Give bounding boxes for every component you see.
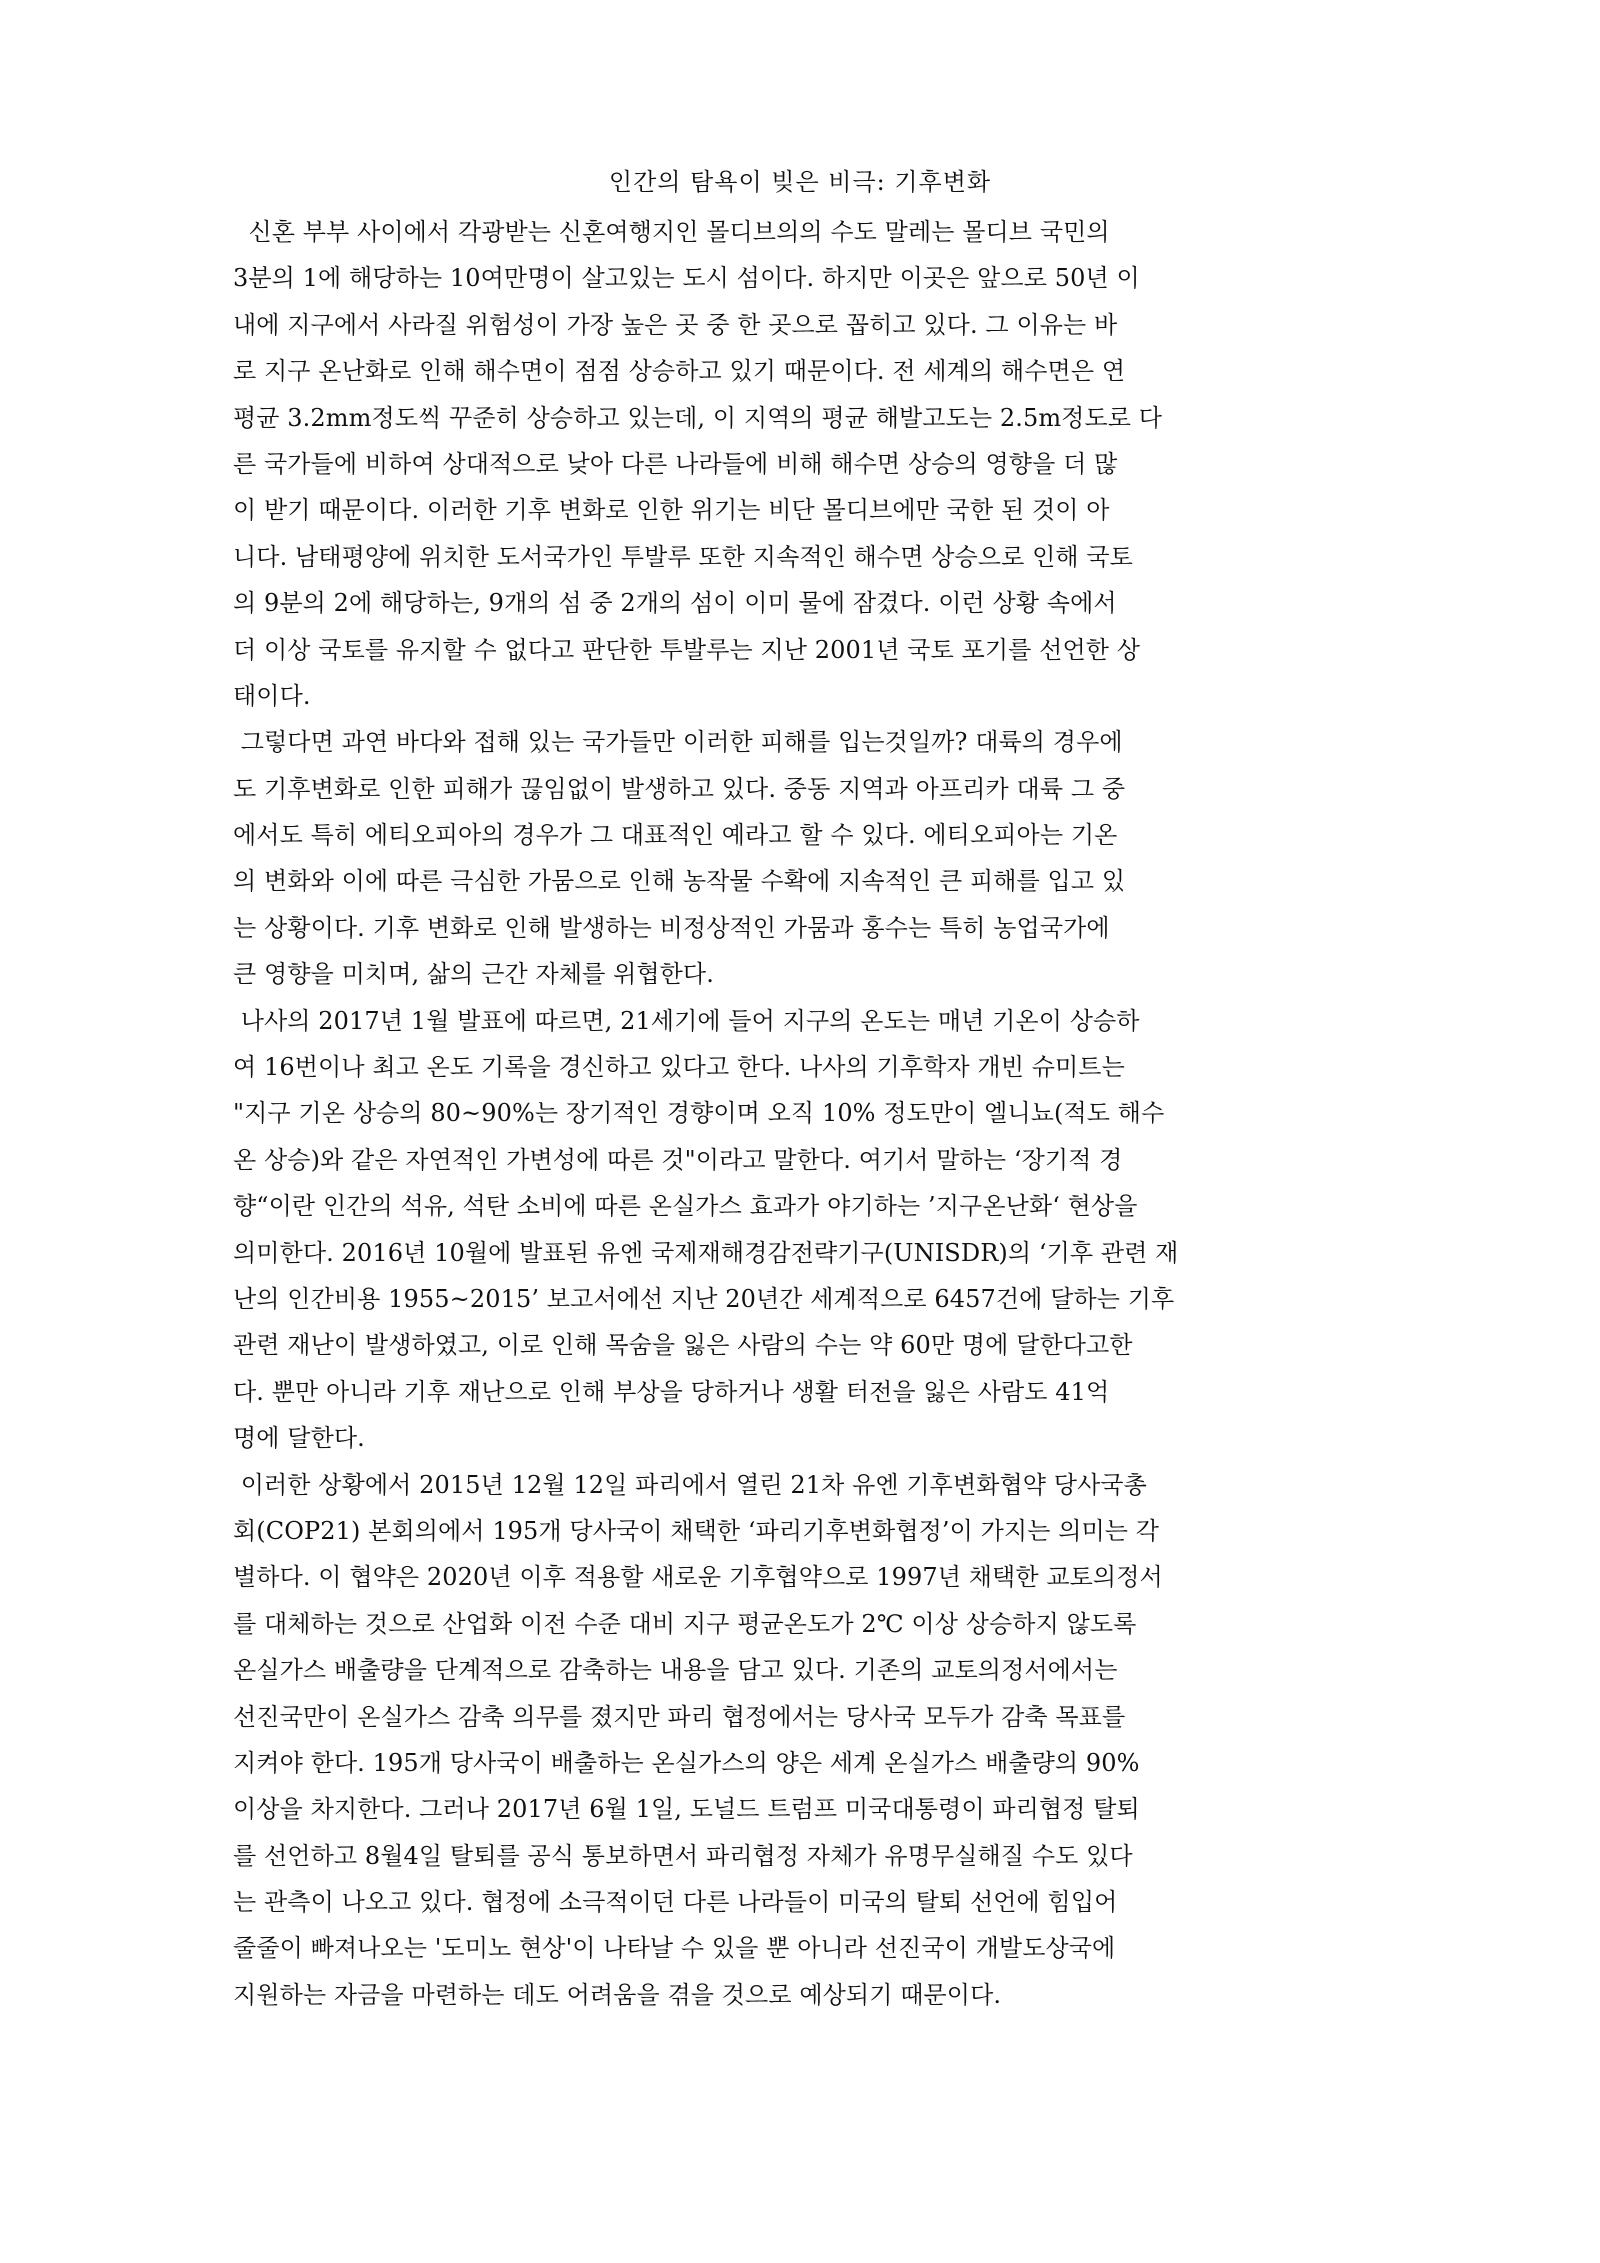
text-line: 신혼 부부 사이에서 각광받는 신혼여행지인 몰디브의의 수도 말레는 몰디브 국민의 (233, 218, 1110, 246)
text-line: 는 관측이 나오고 있다. 협정에 소극적이던 다른 나라들이 미국의 탈퇴 선언에 힘입어 (233, 1888, 1118, 1917)
text-line: 큰 영향을 미치며, 삶의 근간 자체를 위협한다. (233, 960, 714, 989)
text-line: 의 9분의 2에 해당하는, 9개의 섬 중 2개의 섬이 이미 물에 잠겼다. 이런 상황 속에서 (233, 589, 1117, 618)
paragraph-3 (233, 998, 1533, 1462)
text-line: 온 상승)와 같은 자연적인 가변성에 따른 것"이라고 말한다. 여기서 말하는 ‘장기적 경 (233, 1145, 1123, 1174)
text-line: 여 16번이나 최고 온도 기록을 경신하고 있다고 한다. 나사의 기후학자 개빈 슈미트는 (233, 1053, 1125, 1082)
text-line: 내에 지구에서 사라질 위험성이 가장 높은 곳 중 한 곳으로 꼽히고 있다. 그 이유는 바 (233, 310, 1118, 339)
text-line: 3분의 1에 해당하는 10여만명이 살고있는 도시 섬이다. 하지만 이곳은 앞으로 50년 이 (233, 264, 1140, 293)
text-line: 태이다. (233, 681, 311, 710)
document-title: 인간의 탐욕이 빚은 비극: 기후변화 (608, 168, 992, 196)
text-line: 향“이란 인간의 석유, 석탄 소비에 따른 온실가스 효과가 야기하는 ’지구온난화‘ 현상을 (233, 1192, 1138, 1221)
text-line: 난의 인간비용 1955~2015’ 보고서에선 지난 20년간 세계적으로 6457건에 달하는 기후 (233, 1284, 1175, 1313)
text-line: 니다. 남태평양에 위치한 도서국가인 투발루 또한 지속적인 해수면 상승으로 인해 국토 (233, 542, 1133, 571)
text-line: 의미한다. 2016년 10월에 발표된 유엔 국제재해경감전략기구(UNISDR)의 ‘기후 관련 재 (233, 1238, 1179, 1267)
text-line: 평균 3.2mm정도씩 꾸준히 상승하고 있는데, 이 지역의 평균 해발고도는 2.5m정도로 다 (233, 403, 1163, 432)
text-line: 회(COP21) 본회의에서 195개 당사국이 채택한 ‘파리기후변화협정’이 가지는 의미는 각 (233, 1516, 1160, 1545)
text-line: 다. 뿐만 아니라 기후 재난으로 인해 부상을 당하거나 생활 터전을 잃은 사람도 41억 (233, 1377, 1110, 1406)
text-line: 로 지구 온난화로 인해 해수면이 점점 상승하고 있기 때문이다. 전 세계의 해수면은 연 (233, 357, 1126, 386)
text-line: 른 국가들에 비하여 상대적으로 낮아 다른 나라들에 비해 해수면 상승의 영향을 더 많 (233, 449, 1118, 478)
text-line: 의 변화와 이에 따른 극심한 가뭄으로 인해 농작물 수확에 지속적인 큰 피해를 입고 있 (233, 867, 1126, 896)
text-line: 관련 재난이 발생하였고, 이로 인해 목숨을 잃은 사람의 수는 약 60만 명에 달한다고한 (233, 1331, 1133, 1360)
text-line: 에서도 특히 에티오피아의 경우가 그 대표적인 예라고 할 수 있다. 에티오피아는 기온 (233, 821, 1118, 850)
text-line: 지원하는 자금을 마련하는 데도 어려움을 겪을 것으로 예상되기 때문이다. (233, 1980, 1002, 2009)
text-line: 줄줄이 빠져나오는 '도미노 현상'이 나타날 수 있을 뿐 아니라 선진국이 개발도상국에 (233, 1934, 1116, 1963)
text-line: 그렇다면 과연 바다와 접해 있는 국가들만 이러한 피해를 입는것일까? 대륙의 경우에 (233, 728, 1123, 757)
paragraph-1 (233, 209, 1533, 719)
text-line: 명에 달한다. (233, 1424, 365, 1453)
text-line: 도 기후변화로 인한 피해가 끊임없이 발생하고 있다. 중동 지역과 아프리카 대륙 그 중 (233, 774, 1126, 803)
paragraph-4 (233, 1462, 1533, 2019)
text-line: 나사의 2017년 1월 발표에 따르면, 21세기에 들어 지구의 온도는 매년 기온이 상승하 (233, 1006, 1140, 1035)
text-line: "지구 기온 상승의 80~90%는 장기적인 경향이며 오직 10% 정도만이 엘니뇨(적도 해수 (233, 1099, 1165, 1128)
text-line: 이상을 차지한다. 그러나 2017년 6월 1일, 도널드 트럼프 미국대통령이 파리협정 탈퇴 (233, 1795, 1140, 1824)
text-line: 별하다. 이 협약은 2020년 이후 적용할 새로운 기후협약으로 1997년 채택한 교토의정서 (233, 1563, 1163, 1592)
text-line: 를 선언하고 8월4일 탈퇴를 공식 통보하면서 파리협정 자체가 유명무실해질 수도 있다 (233, 1841, 1133, 1870)
paragraph-2 (233, 719, 1533, 997)
text-line: 더 이상 국토를 유지할 수 없다고 판단한 투발루는 지난 2001년 국토 포기를 선언한 상 (233, 635, 1141, 664)
text-line: 선진국만이 온실가스 감축 의무를 졌지만 파리 협정에서는 당사국 모두가 감축 목표를 (233, 1702, 1126, 1731)
document-body (233, 209, 1533, 2018)
text-line: 온실가스 배출량을 단계적으로 감축하는 내용을 담고 있다. 기존의 교토의정서에서는 (233, 1656, 1118, 1685)
text-line: 이 받기 때문이다. 이러한 기후 변화로 인한 위기는 비단 몰디브에만 국한 된 것이 아 (233, 496, 1110, 525)
text-line: 지켜야 한다. 195개 당사국이 배출하는 온실가스의 양은 세계 온실가스 배출량의 90% (233, 1748, 1140, 1777)
text-line: 이러한 상황에서 2015년 12월 12일 파리에서 열린 21차 유엔 기후변화협약 당사국총 (233, 1470, 1147, 1499)
text-line: 를 대체하는 것으로 산업화 이전 수준 대비 지구 평균온도가 2℃ 이상 상승하지 않도록 (233, 1609, 1137, 1638)
text-line: 는 상황이다. 기후 변화로 인해 발생하는 비정상적인 가뭄과 홍수는 특히 농업국가에 (233, 913, 1110, 942)
